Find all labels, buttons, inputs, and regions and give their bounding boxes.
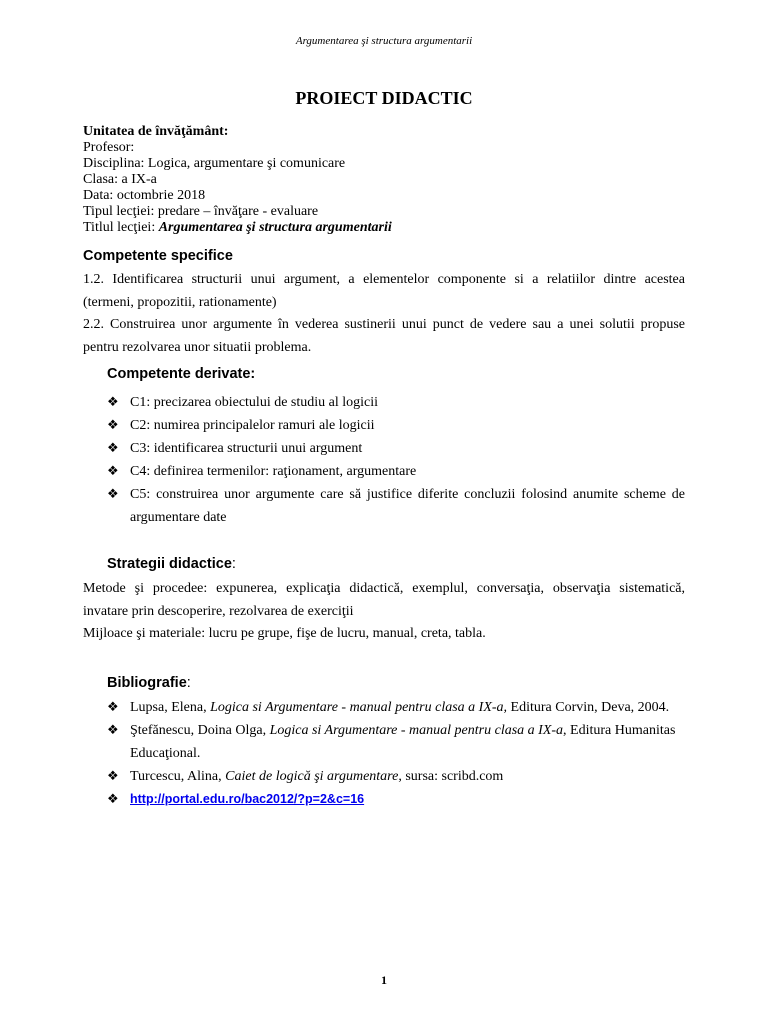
- list-item: [107, 788, 685, 811]
- diamond-bullet-icon: ❖: [107, 441, 119, 456]
- competenta-2-line-1: 2.2. Construirea unor argumente în vederea sustinerii unui punct de vedere sau a unei solutii propuse: [83, 317, 685, 332]
- bibliografie-heading-text: Bibliografie: [107, 675, 187, 691]
- list-item-text: C1: precizarea obiectului de studiu al logicii: [130, 395, 379, 410]
- list-item-text: C4: definirea termenilor: raţionament, argumentare: [130, 464, 417, 479]
- list-item: [107, 437, 685, 460]
- unit-label: Unitatea de învăţământ:: [83, 124, 229, 139]
- bib-line-2: Educaţional.: [130, 746, 201, 761]
- portal-edu-link[interactable]: http://portal.edu.ro/bac2012/?p=2&c=16: [130, 792, 365, 806]
- lesson-title-value: Argumentarea şi structura argumentarii: [158, 220, 392, 235]
- bib-author: Ştefănescu, Doina Olga,: [130, 723, 270, 738]
- diamond-bullet-icon: ❖: [107, 418, 119, 433]
- running-header: Argumentarea şi structura argumentarii: [295, 35, 473, 47]
- methods-line-1: [83, 578, 685, 601]
- diamond-bullet-icon: ❖: [107, 700, 119, 715]
- diamond-bullet-icon: ❖: [107, 792, 119, 807]
- lesson-metadata: [83, 124, 392, 236]
- teacher-field: Profesor:: [83, 140, 135, 155]
- discipline-field: Disciplina: Logica, argumentare şi comunicare: [83, 156, 346, 171]
- bib-title: Logica si Argumentare - manual pentru clasa a IX-a,: [210, 700, 511, 715]
- list-item: [107, 719, 685, 765]
- competente-specifice-heading: Competente specifice: [83, 248, 233, 264]
- strategii-heading: [107, 556, 236, 572]
- strategii-text: [83, 578, 685, 646]
- lesson-title-field: [83, 220, 392, 236]
- document-title: PROIECT DIDACTIC: [295, 88, 473, 108]
- materials-text: : lucru pe grupe, fişe de lucru, manual, creta, tabla.: [201, 626, 486, 641]
- competenta-1-line-2: (termeni, propozitii, rationamente): [83, 294, 277, 310]
- strategii-heading-text: Strategii didactice: [107, 556, 232, 572]
- strategii-heading-colon: :: [231, 556, 236, 572]
- bibliografie-heading: [107, 675, 191, 691]
- competente-specifice-text: [83, 269, 685, 359]
- methods-line-2: invatare prin descoperire, rezolvarea de exerciţii: [83, 603, 354, 619]
- list-item-text: C2: numirea principalelor ramuri ale logicii: [130, 418, 375, 433]
- materials-label: Mijloace şi materiale: [83, 626, 202, 641]
- competenta-2-line-2: pentru rezolvarea unor situatii problema.: [83, 339, 312, 355]
- class-field: Clasa: a IX-a: [83, 172, 157, 187]
- bib-author: Lupsa, Elena,: [130, 700, 211, 715]
- bib-line-1: [130, 719, 685, 742]
- list-item: [107, 460, 685, 483]
- diamond-bullet-icon: ❖: [107, 464, 119, 479]
- diamond-bullet-icon: ❖: [107, 769, 119, 784]
- lesson-type-field: Tipul lecţiei: predare – învăţare - evaluare: [83, 204, 319, 219]
- lesson-title-label: Titlul lecţiei:: [83, 220, 159, 235]
- materials-line: [83, 623, 685, 646]
- diamond-bullet-icon: ❖: [107, 487, 119, 502]
- bib-publisher: Editura Corvin, Deva, 2004.: [510, 700, 670, 715]
- bib-title: Caiet de logică şi argumentare: [225, 769, 399, 784]
- competente-derivate-heading: Competente derivate:: [107, 366, 256, 382]
- bib-title: Logica si Argumentare - manual pentru clasa a IX-a: [269, 723, 564, 738]
- bib-source: , sursa: scribd.com: [398, 769, 504, 784]
- methods-label: Metode şi procedee: [83, 581, 204, 596]
- bibliografie-list: [107, 696, 685, 811]
- diamond-bullet-icon: ❖: [107, 395, 119, 410]
- competente-derivate-list: [107, 391, 685, 529]
- list-item: [107, 391, 685, 414]
- bib-publisher: , Editura Humanitas: [563, 723, 676, 738]
- competenta-1-line-1: 1.2. Identificarea structurii unui argument, a elementelor componente si a relatiilor dintre acestea: [83, 272, 685, 287]
- date-field: Data: octombrie 2018: [83, 188, 206, 203]
- list-item: [107, 765, 685, 788]
- list-item-text-continued: argumentare date: [130, 510, 227, 525]
- page-number: 1: [381, 973, 387, 987]
- bibliografie-heading-colon: :: [186, 675, 191, 691]
- methods-text: : expunerea, explicaţia didactică, exemplul, conversaţia, observaţia sistematică,: [203, 581, 685, 596]
- list-item: [107, 414, 685, 437]
- bib-author: Turcescu, Alina,: [130, 769, 226, 784]
- list-item: [107, 483, 685, 529]
- diamond-bullet-icon: ❖: [107, 723, 119, 738]
- list-item-text: C5: construirea unor argumente care să justifice diferite concluzii folosind anumite scheme de: [130, 487, 685, 502]
- list-item: [107, 696, 685, 719]
- list-item-text: C3: identificarea structurii unui argument: [130, 441, 363, 456]
